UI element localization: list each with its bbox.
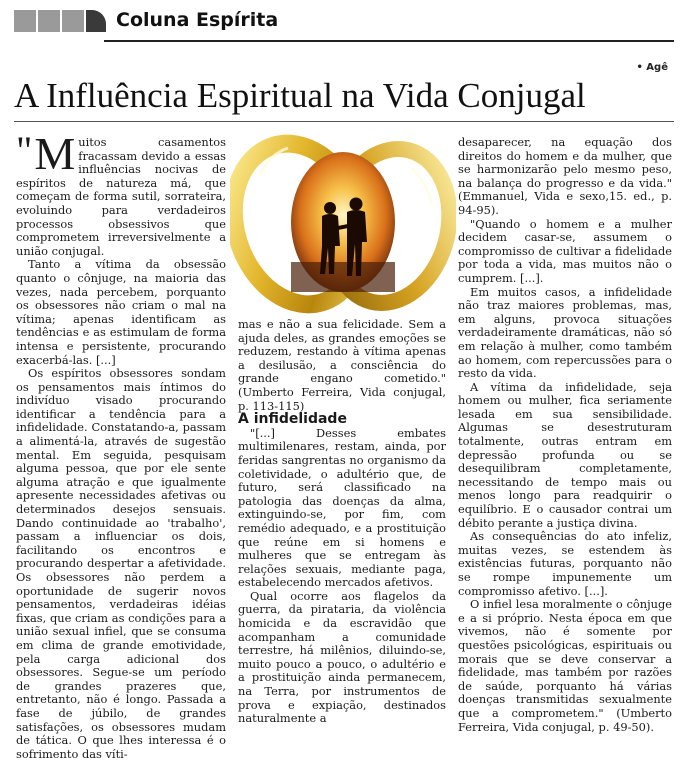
drop-cap: M [34,128,76,179]
paragraph: A vítima da infidelidade, seja homem ou mulher, fica seriamente lesada em sua sensibilidade. Algumas se desestruturam totalmente, outras entram em depressão profunda ou se desequilibram completamente, necessitando de tempo mais ou menos longo para readquirir o equilíbrio. E o causador contrai um débito perante a justiça divina. [458,379,672,530]
paragraph: mas e não a sua felicidade. Sem a ajuda deles, as grandes emoções se reduzem, restando à vítima apenas a desilusão, a consciência do grande engano cometido." (Umberto Ferreira, Vida conjugal, p. 113-115) [238,317,446,413]
paragraph-text: uitos casamentos fracassam devido a essas influências nocivas de espíritos de natureza má, que começam de forma sutil, sorrateira, evoluindo para verdadeiros processos obsessivos que comprometem irreversivelmente a união conjugal. [16,135,226,258]
paragraph: "Quando o homem e a mulher decidem casar-se, assumem o compromisso de cultivar a fidelidade por toda a vida, mas muitos não o cumprem. [...]. [458,216,672,285]
paragraph [16,128,226,258]
section-title: Coluna Espírita [116,9,279,31]
header-square-2 [38,10,60,32]
header-square-1 [14,10,36,32]
paragraph: "[...] Desses embates multimilenares, restam, ainda, por feridas sangrentas no organismo da coletividade, o adultério que, de futuro, será classificado na patologia das doenças da alma, extinguindo-se, por fim, com remédio adequado, e a prostituição que reúne em si homens e mulheres que se entregam às relações sexuais, mediante paga, estabelecendo mercados afetivos. [238,425,446,590]
paragraph: O infiel lesa moralmente o cônjuge e a si próprio. Nesta época em que vivemos, não é somente por questões psicológicas, espirituais ou morais que se deve conservar a fidelidade, mas também por razões de saúde, porquanto há várias doenças transmitidas sexualmente que a comprometem." (Umberto Ferreira, Vida conjugal, p. 49-50). [458,597,672,734]
column-3 [458,136,672,734]
paragraph: Os espíritos obsessores sondam os pensamentos mais íntimos do indivíduo visado procurando identificar a tendência para a infidelidade. Constatando-a, passam a alimentá-la, através de sugestão mental. Em seguida, pesquisam alguma pessoa, que por ele sente alguma atração e que igualmente apresente necessidades afetivas ou determinados desejos sensuais. Dando continuidade ao 'trabalho', passam a influenciar os dois, facilitando os encontros e procurando despertar a afetividade. Os obsessores não perdem a oportunidade de sugerir novos pensamentos, verdadeiras idéias fixas, que criam as condições para a união sexual infiel, que se consuma em clima de grande emotividade, pela carga adicional dos obsessores. Segue-se um período de grandes prazeres que, entretanto, não é longo. Passada a fase de júbilo, de grandes satisfações, os obsessores mudam de tática. O que lhes interessa é o sofrimento das víti- [16,366,226,761]
subheading: A infidelidade [238,411,347,428]
section-header [0,0,688,44]
paragraph: Tanto a vítima da obsessão quanto o cônjuge, na maioria das vezes, nada percebem, porquanto os obsessores não criam o mal na vítima; apenas identificam as tendências e as estimulam de forma intensa e persistente, procurando exacerbá-las. [...] [16,257,226,367]
paragraph: Qual ocorre aos flagelos da guerra, da pirataria, da violência homicida e da escravidão que acompanham a comunidade terrestre, há milênios, diluindo-se, muito pouco a pouco, o adultério e a prostituição ainda permanecem, na Terra, por instrumentos de prova e expiação, destinados naturalmente a [238,588,446,726]
drop-quote: " [16,128,33,173]
header-tab-shape [86,10,106,32]
wedding-rings-couple-photo [230,134,456,314]
column-2 [238,318,446,726]
headline: A Influência Espiritual na Vida Conjugal [14,76,586,115]
header-rule [104,40,674,42]
paragraph: desaparecer, na equação dos direitos do homem e da mulher, que se harmonizarão pelo mesmo peso, na balança do progresso e da vida." (Emmanuel, Vida e sexo,15. ed., p. 94-95). [458,135,672,217]
headline-rule [14,121,674,122]
byline: • Agê [636,62,668,73]
column-1 [16,128,226,761]
header-square-3 [62,10,84,32]
paragraph: As consequências do ato infeliz, muitas vezes, se estendem às existências futuras, porquanto não se rompe impunemente um compromisso afetivo. [...]. [458,529,672,598]
paragraph: Em muitos casos, a infidelidade não traz maiores problemas, mas, em alguns, provoca situações verdadeiramente dramáticas, não só em relação à mulher, como também ao homem, com repercussões para o resto da vida. [458,284,672,381]
